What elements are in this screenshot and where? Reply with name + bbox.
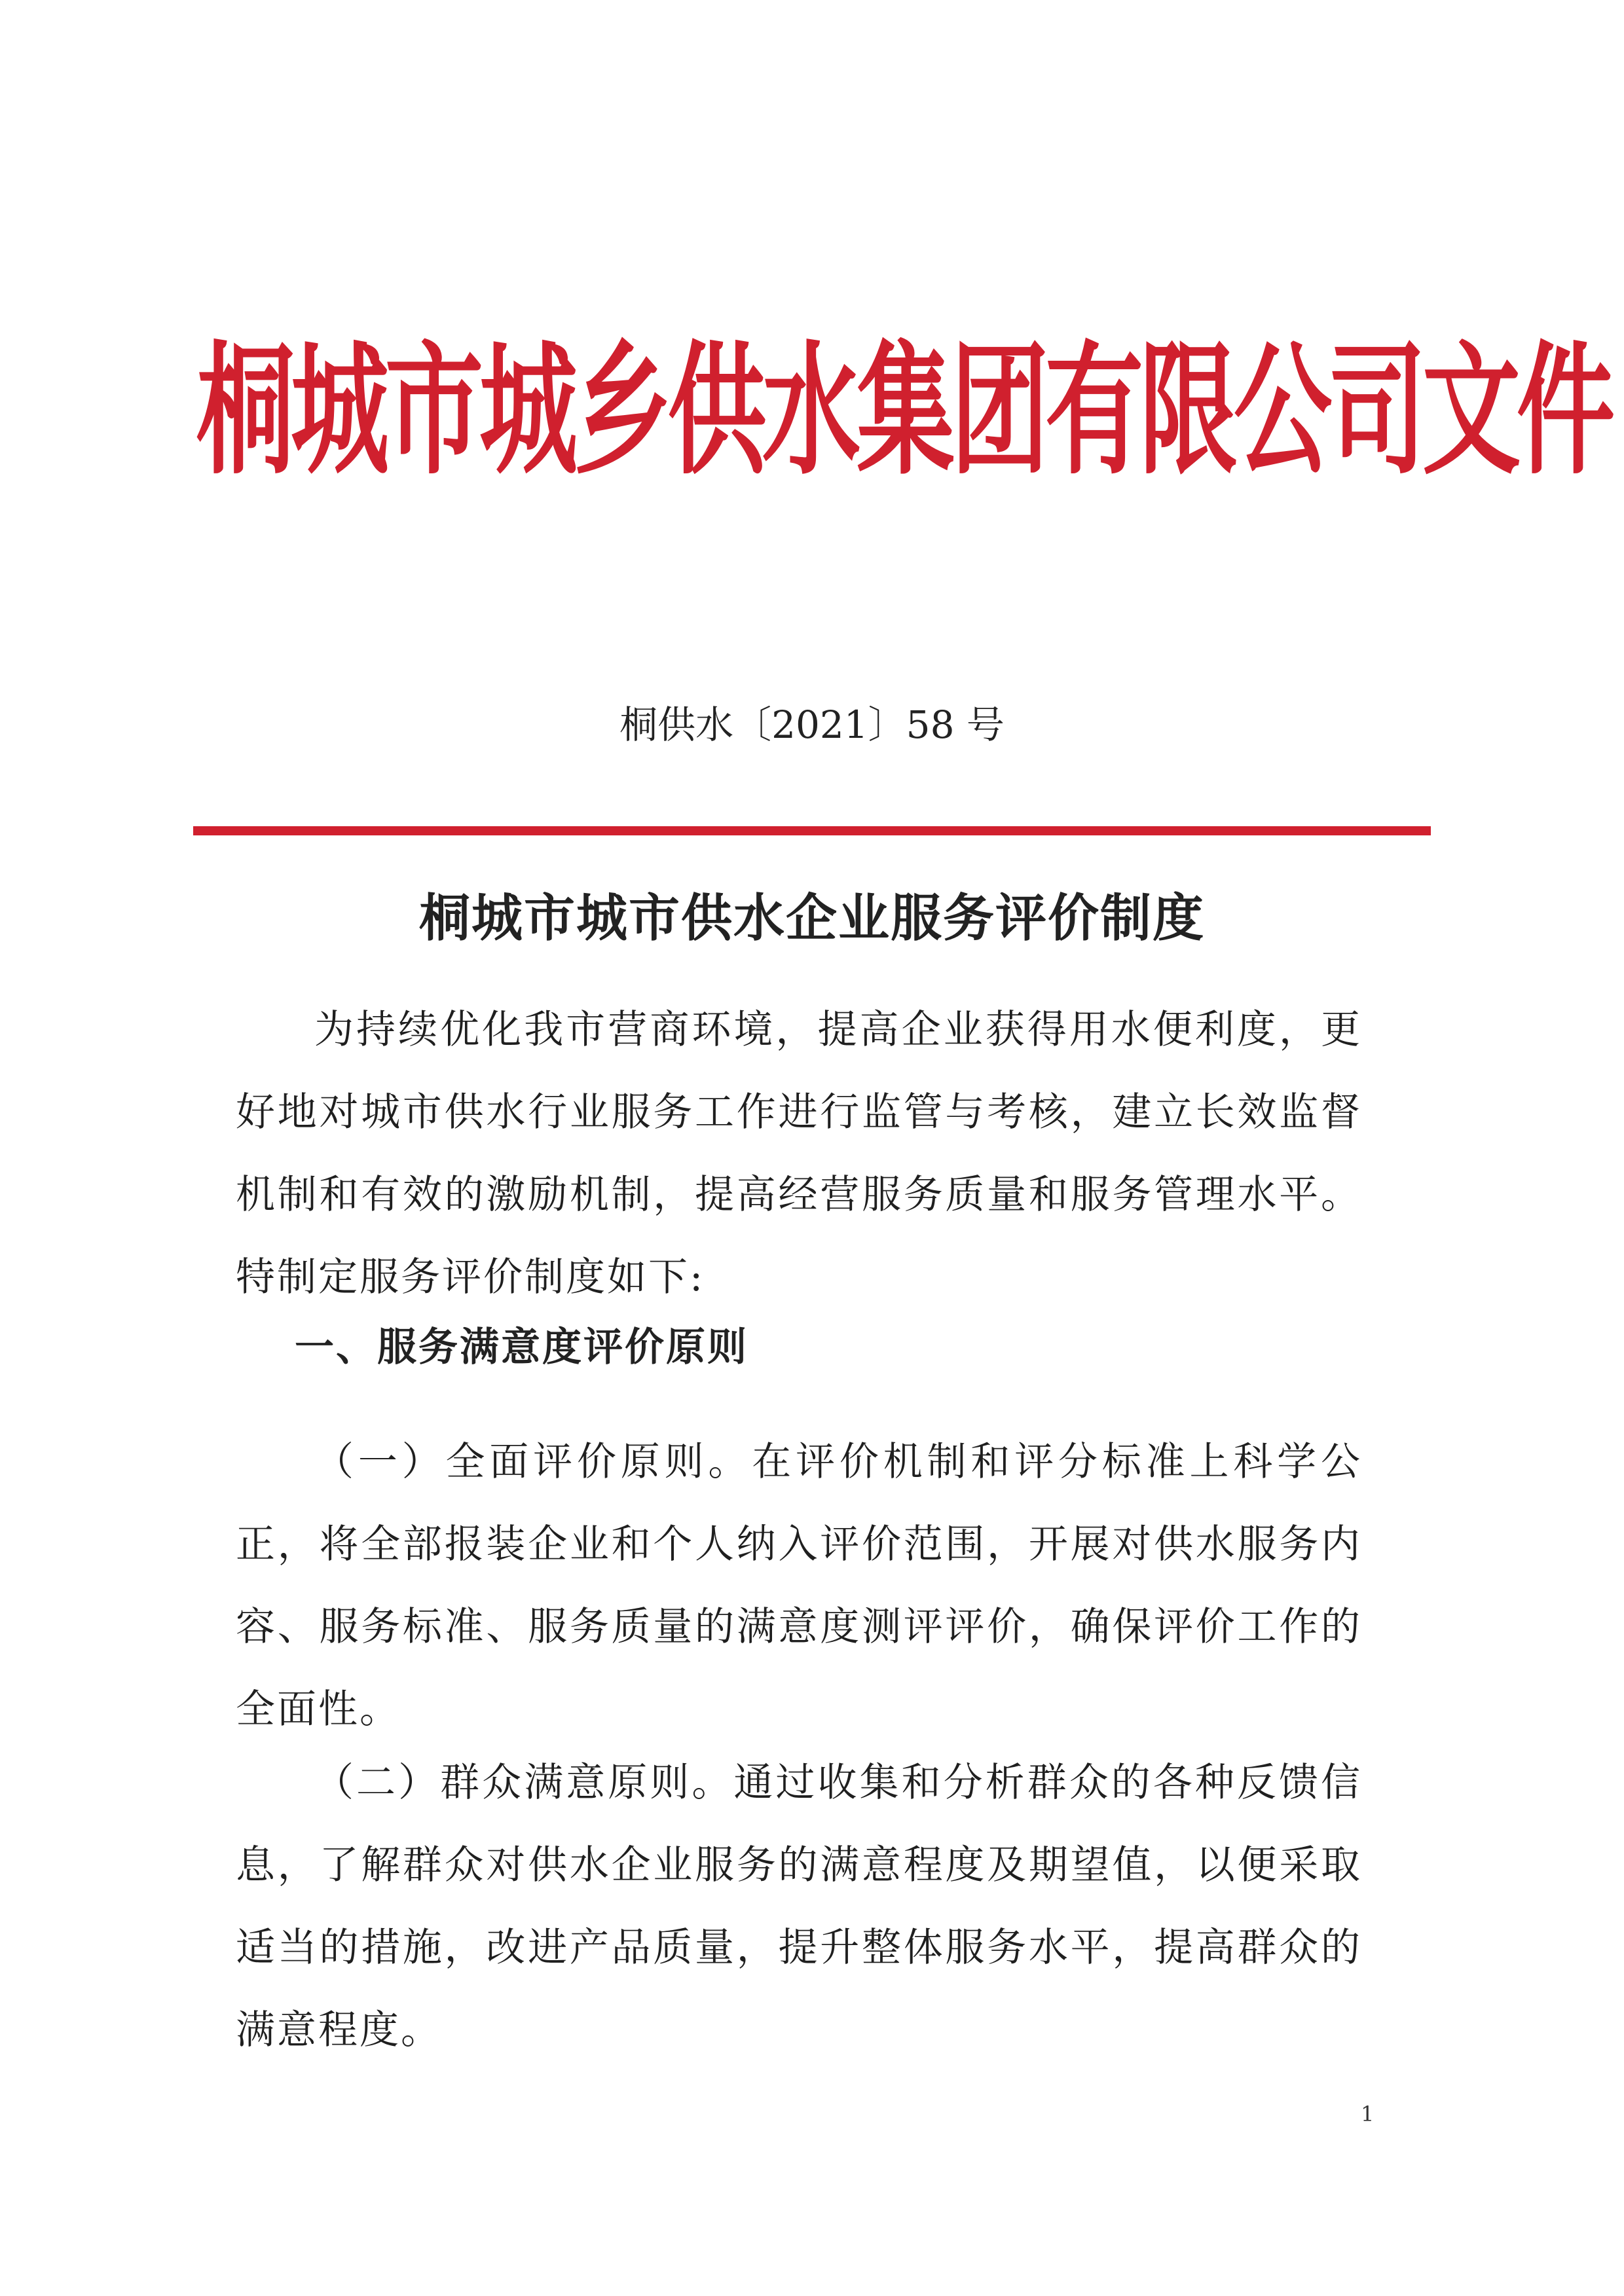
document-number: 桐供水〔2021〕58 号 <box>619 702 1005 747</box>
section-heading-1: 一、服务满意度评价原则 <box>295 1324 748 1370</box>
intro-paragraph: 为持续优化我市营商环境，提高企业获得用水便利度，更好地对城市供水行业服务工作进行监管与考核，建立长效监督机制和有效的激励机制，提高经营服务质量和服务管理水平。特制定服务评价制度如下: <box>236 1007 1362 1300</box>
red-separator-line <box>193 826 1431 835</box>
principle-item-2: （二）群众满意原则。通过收集和分析群众的各种反馈信息，了解群众对供水企业服务的满意程度及期望值，以便采取适当的措施，改进产品质量，提升整体服务水平，提高群众的满意程度。 <box>236 1760 1362 2053</box>
issuing-organization-title: 桐城市城乡供水集团有限公司文件 <box>196 329 1612 494</box>
document-title: 桐城市城市供水企业服务评价制度 <box>418 889 1205 948</box>
principle-item-1: （一）全面评价原则。在评价机制和评分标准上科学公正，将全部报装企业和个人纳入评价范围，开展对供水服务内容、服务标准、服务质量的满意度测评评价，确保评价工作的全面性。 <box>236 1439 1362 1732</box>
page-number: 1 <box>1361 2102 1375 2126</box>
